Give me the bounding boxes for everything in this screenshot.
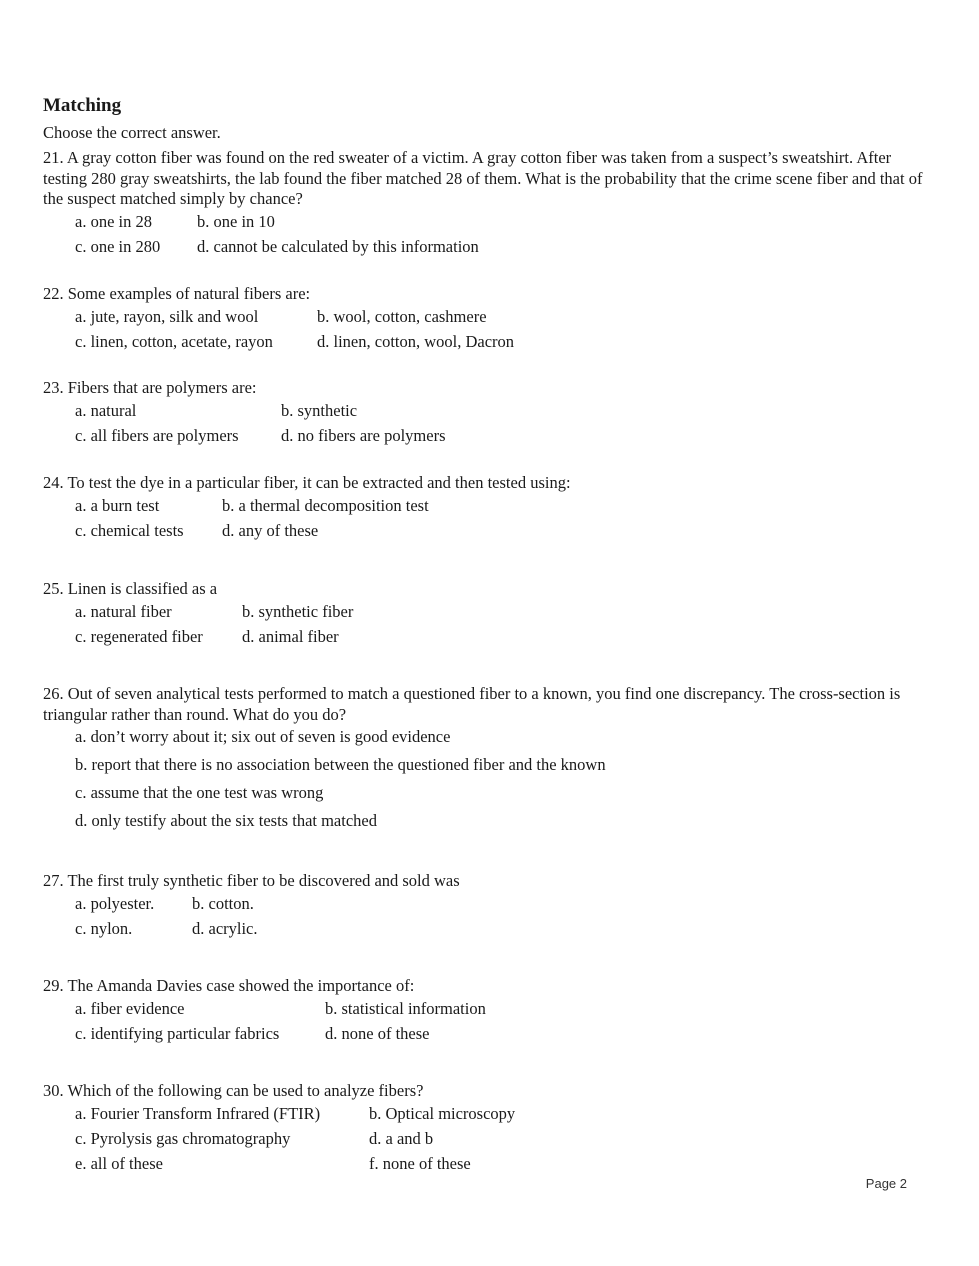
option-a: a. natural fiber [75,601,172,621]
option-b: b. one in 10 [197,211,275,231]
section-heading: Matching [43,95,122,116]
option-b: b. cotton. [192,893,254,913]
option-d: d. a and b [369,1128,434,1148]
option-d: d. linen, cotton, wool, Dacron [317,331,515,351]
question-22 [43,284,923,357]
option-b: b. Optical microscopy [369,1103,516,1123]
option-a: a. natural [75,400,137,420]
option-c: c. identifying particular fabrics [75,1023,280,1043]
question-30 [43,1081,923,1179]
question-29 [43,976,923,1049]
option-d: d. any of these [222,520,319,540]
option-b: b. synthetic [281,400,358,420]
question-26 [43,684,923,839]
question-24 [43,473,923,546]
option-d: d. only testify about the six tests that matched [75,811,377,830]
question-text: 27. The first truly synthetic fiber to be discovered and sold was [43,871,460,890]
option-c: c. one in 280 [75,236,161,256]
option-d: d. animal fiber [242,626,339,646]
option-d: d. no fibers are polymers [281,425,446,445]
option-b: b. a thermal decomposition test [222,495,429,515]
option-c: c. nylon. [75,918,133,938]
question-text: 25. Linen is classified as a [43,579,218,598]
option-b: b. statistical information [325,998,486,1018]
question-25 [43,579,923,652]
option-c: c. all fibers are polymers [75,425,239,445]
question-23 [43,378,923,451]
option-c: c. chemical tests [75,520,184,540]
section-instructions: Choose the correct answer. [43,123,221,142]
option-c: c. Pyrolysis gas chromatography [75,1128,291,1148]
page-number: Page 2 [865,1176,907,1191]
option-b: b. report that there is no association between the questioned fiber and the known [75,755,606,774]
question-text: 22. Some examples of natural fibers are: [43,284,311,303]
option-d: d. acrylic. [192,918,258,938]
option-a: a. don’t worry about it; six out of seven is good evidence [75,727,451,746]
option-c: c. regenerated fiber [75,626,203,646]
option-b: b. synthetic fiber [242,601,354,621]
option-f: f. none of these [369,1153,471,1173]
option-a: a. polyester. [75,893,155,913]
option-a: a. fiber evidence [75,998,185,1018]
question-text: 21. A gray cotton fiber was found on the red sweater of a victim. A gray cotton fiber was taken from a suspect’s sweatshirt. After testing 280 gray sweatshirts, the lab found the fiber matched 28 of them. What is the probability that the crime scene fiber and that of the suspect matched simply by chance? [43,148,923,208]
option-b: b. wool, cotton, cashmere [317,306,487,326]
question-text: 30. Which of the following can be used to analyze fibers? [43,1081,424,1100]
question-text: 24. To test the dye in a particular fiber, it can be extracted and then tested using: [43,473,571,492]
question-text: 23. Fibers that are polymers are: [43,378,257,397]
option-a: a. Fourier Transform Infrared (FTIR) [75,1103,321,1123]
option-d: d. cannot be calculated by this information [197,236,479,256]
option-a: a. jute, rayon, silk and wool [75,306,259,326]
question-21 [43,148,923,262]
option-a: a. a burn test [75,495,160,515]
option-a: a. one in 28 [75,211,152,231]
question-text: 29. The Amanda Davies case showed the importance of: [43,976,415,995]
option-c: c. linen, cotton, acetate, rayon [75,331,273,351]
option-d: d. none of these [325,1023,430,1043]
question-27 [43,871,923,944]
option-c: c. assume that the one test was wrong [75,783,324,802]
option-e: e. all of these [75,1153,163,1173]
question-text: 26. Out of seven analytical tests performed to match a questioned fiber to a known, you find one discrepancy. The cross-section is triangular rather than round. What do you do? [43,684,901,724]
